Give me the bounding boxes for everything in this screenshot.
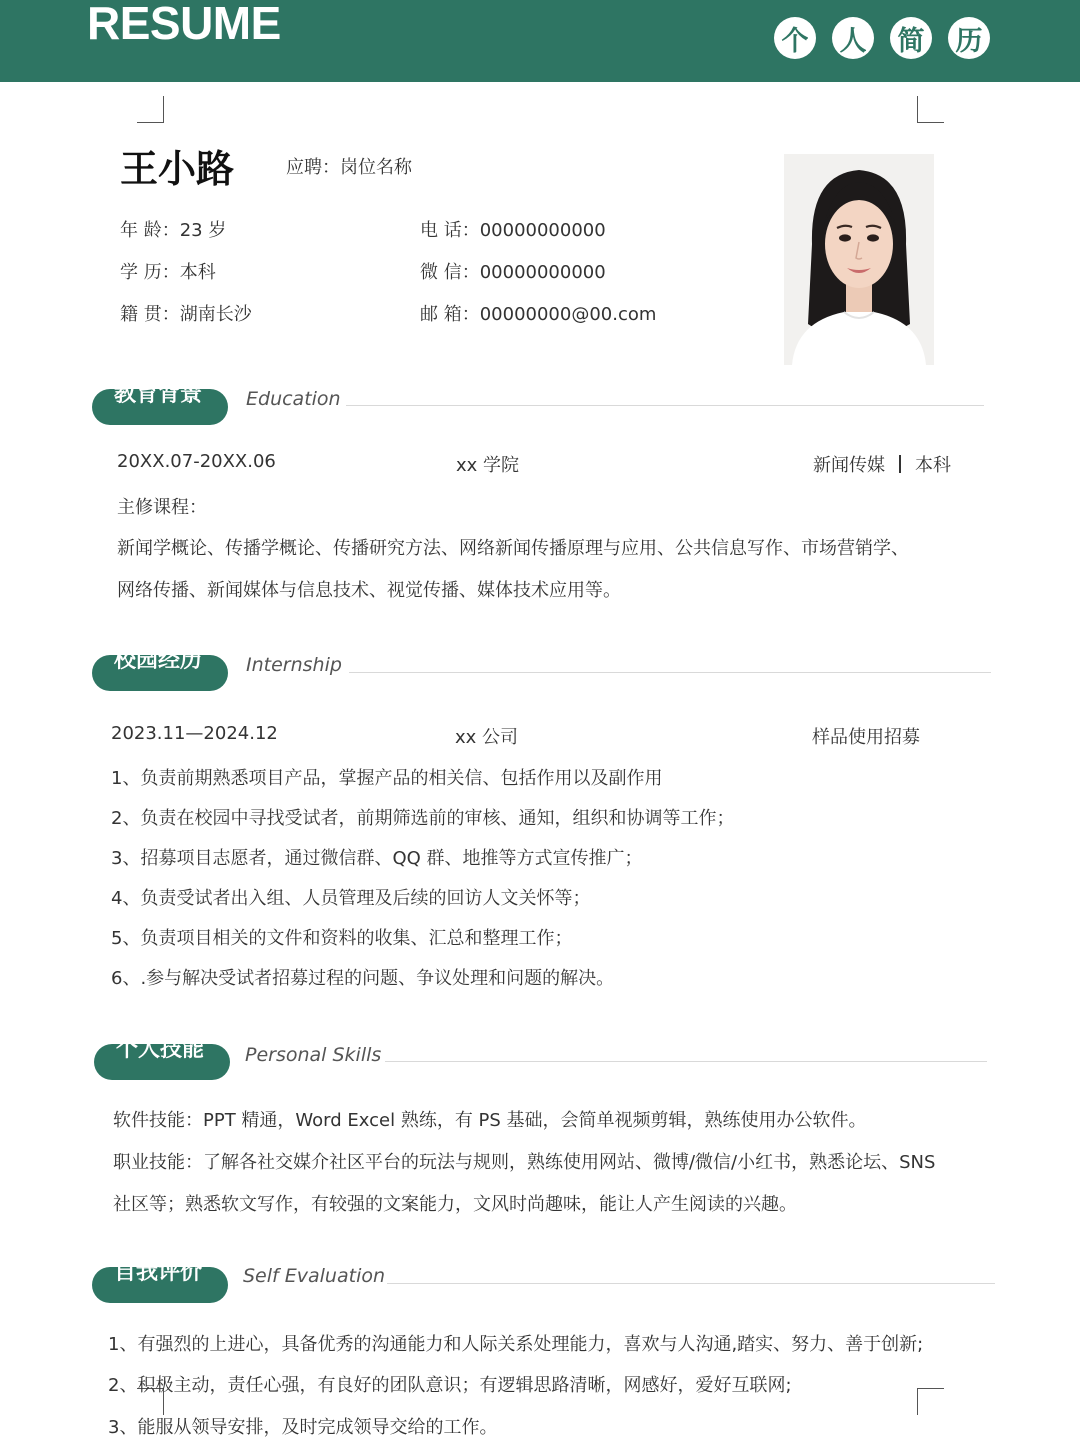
section-internship-pill <box>92 648 228 691</box>
info-education: 学 历：本科 <box>120 262 216 283</box>
internship-period: 2023.11—2024.12 <box>111 723 278 744</box>
courses-line-1: 新闻学概论、传播学概论、传播研究方法、网络新闻传播原理与应用、公共信息写作、市场营销学、 <box>117 538 909 559</box>
section-education-en: Education <box>246 388 341 410</box>
evaluation-item: 3、能服从领导安排，及时完成领导交给的工作。 <box>108 1417 498 1438</box>
apply-label: 应聘： <box>286 157 340 178</box>
section-internship-en: Internship <box>246 654 342 676</box>
section-skills-en: Personal Skills <box>245 1044 382 1066</box>
section-evaluation-title: 自我评价 <box>114 1260 203 1285</box>
separator <box>899 455 901 473</box>
portrait-illustration <box>784 154 934 365</box>
info-age: 年 龄：23 岁 <box>120 220 227 241</box>
education-period: 20XX.07-20XX.06 <box>117 451 276 472</box>
profile-photo <box>784 154 934 365</box>
corner-top-left <box>137 96 164 123</box>
badge-li: 历 <box>948 17 990 59</box>
internship-item: 1、负责前期熟悉项目产品，掌握产品的相关信、包括作用以及副作用 <box>111 768 663 789</box>
education-major-degree <box>813 451 951 477</box>
evaluation-item: 1、有强烈的上进心，具备优秀的沟通能力和人际关系处理能力，喜欢与人沟通,踏实、努力、善于创新; <box>108 1334 924 1355</box>
corner-top-right <box>917 96 944 123</box>
education-school: xx 学院 <box>456 455 520 476</box>
internship-item: 2、负责在校园中寻找受试者，前期筛选前的审核、通知，组织和协调等工作； <box>111 808 735 829</box>
section-education-pill <box>92 382 228 425</box>
section-skills-pill <box>94 1037 230 1080</box>
internship-item: 4、负责受试者出入组、人员管理及后续的回访人文关怀等； <box>111 888 591 909</box>
section-evaluation-en: Self Evaluation <box>243 1265 386 1287</box>
courses-line-2: 网络传播、新闻媒体与信息技术、视觉传播、媒体技术应用等。 <box>117 580 621 601</box>
badge-jian: 简 <box>890 17 932 59</box>
apply-value: 岗位名称 <box>340 157 412 178</box>
internship-role: 样品使用招募 <box>812 727 920 748</box>
header-bar <box>0 0 1080 82</box>
internship-item: 6、.参与解决受试者招募过程的问题、争议处理和问题的解决。 <box>111 968 615 989</box>
internship-item: 5、负责项目相关的文件和资料的收集、汇总和整理工作； <box>111 928 573 949</box>
skills-professional-cont: 社区等；熟悉软文写作，有较强的文案能力，文风时尚趣味，能让人产生阅读的兴趣。 <box>113 1194 797 1215</box>
section-internship-title: 校园经历 <box>114 648 203 673</box>
section-evaluation-pill <box>92 1260 228 1303</box>
section-education-title: 教育背景 <box>114 382 203 407</box>
resume-title: RESUME <box>87 0 281 49</box>
section-internship-divider <box>349 672 991 673</box>
skills-software: 软件技能：PPT 精通，Word Excel 熟练，有 PS 基础，会简单视频剪辑，熟练使用办公软件。 <box>113 1110 867 1131</box>
apply-position <box>286 153 412 179</box>
candidate-name: 王小路 <box>120 147 235 191</box>
info-hometown: 籍 贯：湖南长沙 <box>120 304 252 325</box>
section-education-divider <box>346 405 984 406</box>
section-skills-divider <box>385 1061 987 1062</box>
education-degree: 本科 <box>915 455 951 476</box>
evaluation-item: 2、积极主动，责任心强，有良好的团队意识；有逻辑思路清晰，网感好，爱好互联网; <box>108 1375 792 1396</box>
section-evaluation-divider <box>387 1283 995 1284</box>
info-wechat: 微 信：00000000000 <box>420 262 606 283</box>
internship-company: xx 公司 <box>455 727 519 748</box>
section-skills-title: 个人技能 <box>116 1037 205 1062</box>
badge-ren: 人 <box>832 17 874 59</box>
corner-bottom-right <box>917 1388 944 1415</box>
info-email: 邮 箱：00000000@00.com <box>420 304 657 325</box>
education-major: 新闻传媒 <box>813 455 885 476</box>
internship-item: 3、招募项目志愿者，通过微信群、QQ 群、地推等方式宣传推广； <box>111 848 643 869</box>
badge-ge: 个 <box>774 17 816 59</box>
courses-label: 主修课程： <box>117 497 207 518</box>
skills-professional: 职业技能：了解各社交媒介社区平台的玩法与规则，熟练使用网站、微博/微信/小红书，熟悉论坛、SNS <box>113 1152 936 1173</box>
info-phone: 电 话：00000000000 <box>420 220 606 241</box>
